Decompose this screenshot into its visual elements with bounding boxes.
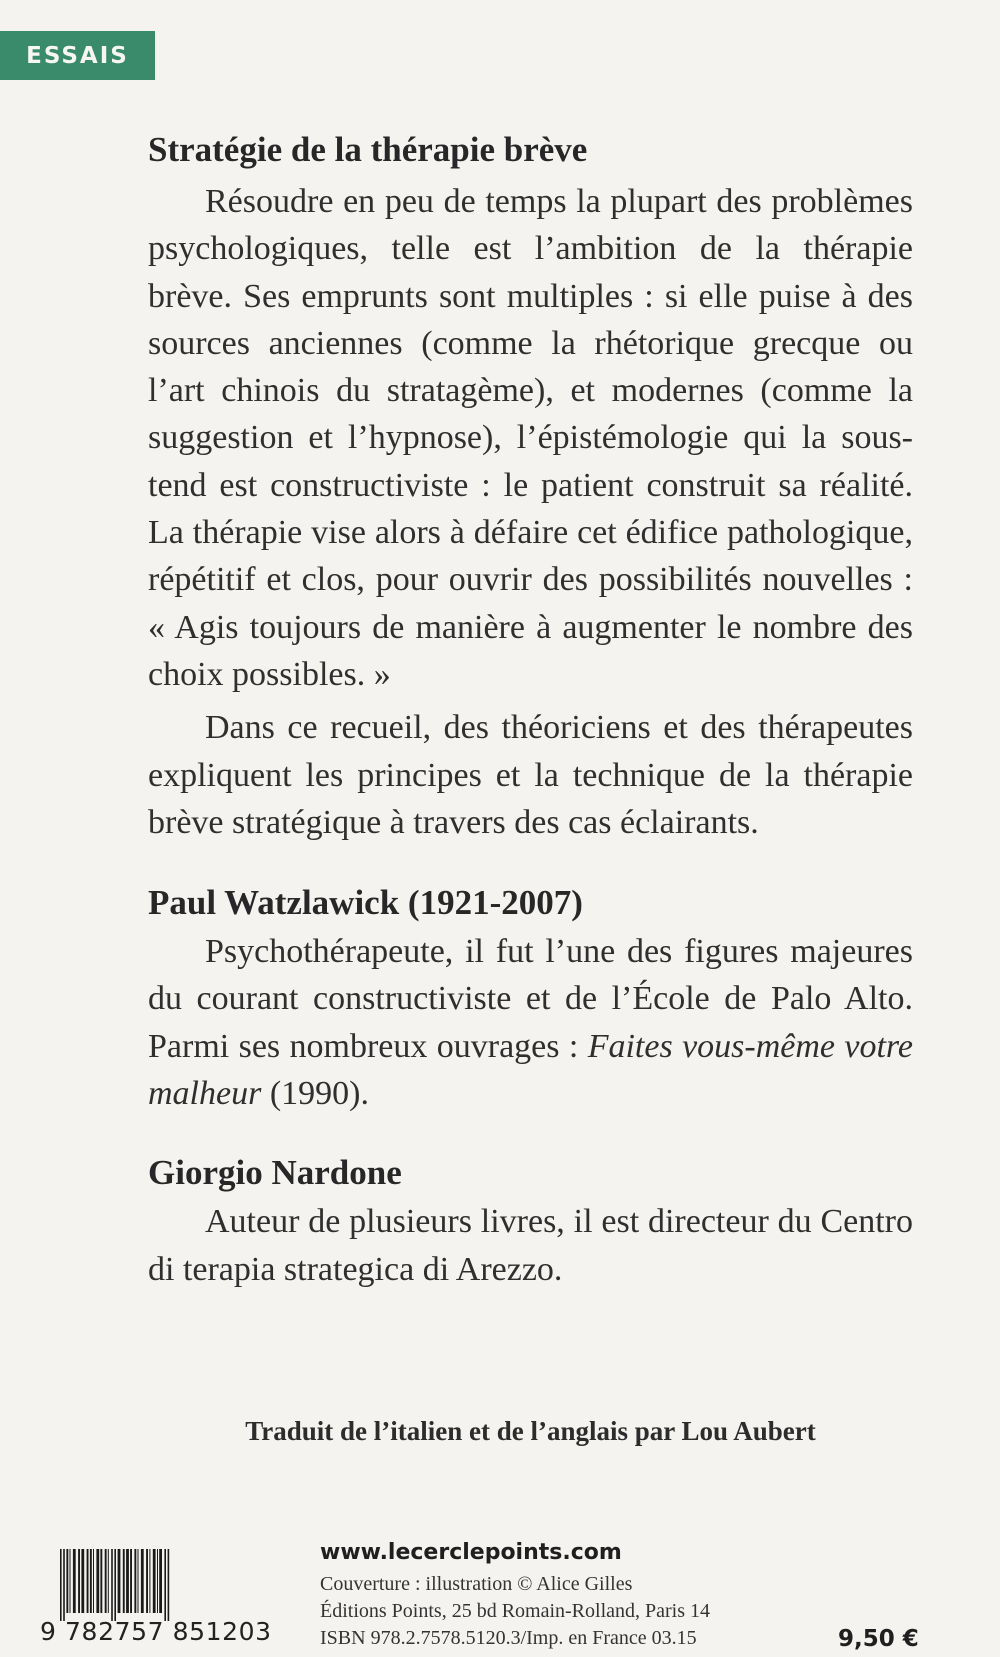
barcode-bar: [81, 1549, 84, 1613]
barcode-bar: [114, 1549, 116, 1621]
author-watzlawick-section: [148, 881, 913, 1117]
barcode-bar: [138, 1549, 139, 1613]
description-paragraph-2: Dans ce recueil, des théoriciens et des thérapeutes expliquent les principes et la technique de la thérapie brève stratégique à travers des cas éclairants.: [148, 709, 913, 841]
book-title: Stratégie de la thérapie brève: [148, 130, 588, 169]
barcode-bar: [134, 1549, 136, 1613]
barcode-bar: [108, 1549, 109, 1613]
author-bio-watzlawick: [148, 928, 913, 1117]
author-name-watzlawick: Paul Watzlawick (1921-2007): [148, 883, 583, 923]
book-description-section: [148, 128, 913, 846]
barcode-digits: 9 782757 851203: [40, 1617, 272, 1646]
description-paragraph-1: Résoudre en peu de temps la plupart des problèmes psychologiques, telle est l’ambition de la thérapie brève. Ses emprunts sont multiples : si elle puise à des sources anciennes (comme la rhétorique grecque ou l’art chinois du stratagème), et modernes (comme la suggestion et l’hypnose), l’épistémologie qui la sous-tend est constructiviste : le patient construit sa réalité. La thérapie vise alors à défaire cet édifice pathologique, répétitif et clos, pour ouvrir des possibilités nouvelles : « Agis toujours de manière à augmenter le nombre des choix possibles. »: [148, 183, 913, 693]
barcode-bar: [66, 1549, 68, 1613]
barcode-bar: [111, 1549, 113, 1621]
barcode-bar: [130, 1549, 132, 1613]
barcode-bar: [96, 1549, 99, 1613]
publisher-website-link[interactable]: www.lecerclepoints.com: [320, 1540, 622, 1565]
publisher-info: [320, 1540, 780, 1652]
barcode-bar: [153, 1549, 156, 1613]
price-label: 9,50 €: [838, 1626, 919, 1652]
barcode-bar: [141, 1549, 144, 1613]
barcode-bar: [100, 1549, 102, 1613]
author-bio-nardone: Auteur de plusieurs livres, il est directeur du Centro di terapia strategica di Arezzo.: [148, 1203, 913, 1288]
author-name-nardone: Giorgio Nardone: [148, 1153, 402, 1193]
isbn-barcode: [40, 1549, 300, 1645]
barcode-bar: [105, 1549, 107, 1613]
barcode-bar: [78, 1549, 80, 1613]
author-nardone-section: [148, 1151, 913, 1293]
barcode-bar: [126, 1549, 129, 1613]
barcode-bar: [87, 1549, 89, 1613]
barcode-bar: [93, 1549, 94, 1613]
barcode-bar: [60, 1549, 62, 1621]
barcode-bar: [159, 1549, 162, 1613]
barcode-bar: [157, 1549, 158, 1613]
category-badge: [0, 31, 155, 80]
bio-text-start: Psychothérapeute, il fut l’une des figures majeures du courant constructiviste et de l’École de Palo Alto. Parmi ses nombreux ouvrages :: [148, 933, 913, 1065]
barcode-bar: [149, 1549, 150, 1613]
publisher-address: Éditions Points, 25 bd Romain-Rolland, Paris 14: [320, 1600, 711, 1622]
barcode-bar: [146, 1549, 148, 1613]
bio-text-end: (1990).: [261, 1075, 369, 1113]
barcode-bar: [118, 1549, 121, 1613]
cover-credit: Couverture : illustration © Alice Gilles: [320, 1573, 633, 1595]
barcode-bar: [164, 1549, 166, 1621]
barcode-bars: [58, 1549, 298, 1621]
barcode-bar: [168, 1549, 170, 1621]
category-label: ESSAIS: [26, 42, 129, 69]
isbn-line: ISBN 978.2.7578.5120.3/Imp. en France 03.15: [320, 1627, 697, 1649]
barcode-bar: [90, 1549, 92, 1613]
barcode-bar: [70, 1549, 71, 1613]
cited-book-title: Faites vous-même votre malheur: [148, 1027, 913, 1113]
barcode-bar: [123, 1549, 125, 1613]
barcode-bar: [63, 1549, 65, 1621]
translator-credit: Traduit de l’italien et de l’anglais par Lou Aubert: [245, 1416, 816, 1446]
back-cover-text: [148, 128, 913, 1293]
barcode-bar: [73, 1549, 76, 1613]
